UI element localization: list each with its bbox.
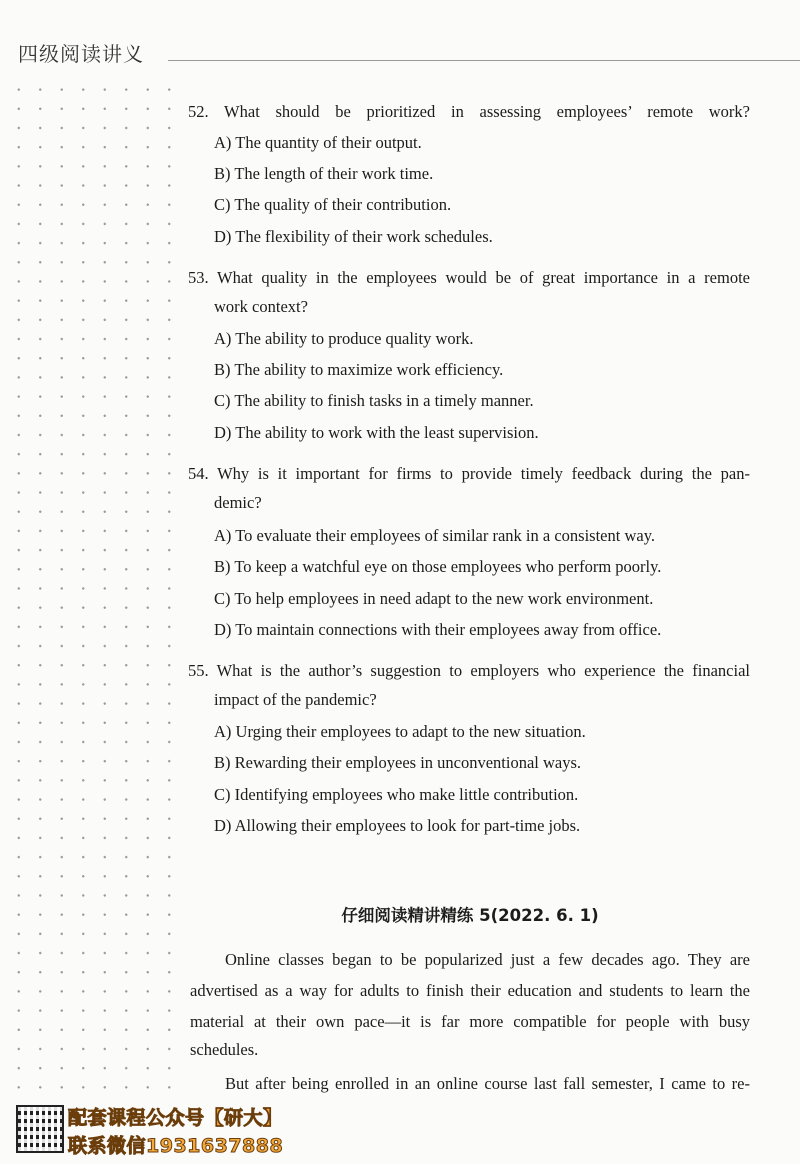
qr-code-icon (18, 1107, 62, 1151)
option-d: D) Allowing their employees to look for part-time jobs. (214, 816, 581, 835)
watermark-line-2: 联系微信1931637888 (68, 1135, 284, 1157)
paragraph-line: advertised as a way for adults to finish their education and students to learn the (190, 981, 750, 1000)
option-b: B) The ability to maximize work efficiency. (214, 360, 504, 379)
dotted-margin (8, 80, 176, 1090)
option-a: A) The quantity of their output. (214, 133, 422, 152)
watermark-line-1: 配套课程公众号【研大】 (68, 1107, 283, 1129)
paragraph-line: material at their own pace—it is far more compatible for people with busy (190, 1012, 750, 1031)
option-d: D) The ability to work with the least supervision. (214, 423, 539, 442)
paragraph-line: Online classes began to be popularized just a few decades ago. They are (225, 950, 750, 969)
paragraph-line: schedules. (190, 1040, 259, 1059)
option-d: D) The flexibility of their work schedules. (214, 227, 493, 246)
section-title: 仔细阅读精讲精练 5(2022. 6. 1) (341, 906, 599, 925)
option-d: D) To maintain connections with their employees away from office. (214, 620, 662, 639)
header-title: 四级阅读讲义 (18, 42, 144, 66)
option-a: A) Urging their employees to adapt to the new situation. (214, 722, 586, 741)
question-stem-cont: impact of the pandemic? (214, 690, 377, 709)
question-stem: 54. Why is it important for firms to provide timely feedback during the pan- (188, 464, 750, 483)
question-stem-cont: demic? (214, 493, 262, 512)
option-a: A) The ability to produce quality work. (214, 329, 474, 348)
option-a: A) To evaluate their employees of similar rank in a consistent way. (214, 526, 656, 545)
watermark (18, 1103, 318, 1159)
option-c: C) To help employees in need adapt to the new work environment. (214, 589, 654, 608)
question-stem-cont: work context? (214, 297, 308, 316)
header-rule (168, 60, 800, 61)
option-c: C) The quality of their contribution. (214, 195, 452, 214)
option-c: C) Identifying employees who make little contribution. (214, 785, 579, 804)
option-c: C) The ability to finish tasks in a timely manner. (214, 391, 534, 410)
option-b: B) To keep a watchful eye on those employees who perform poorly. (214, 557, 662, 576)
option-b: B) The length of their work time. (214, 164, 434, 183)
paragraph-line: But after being enrolled in an online course last fall semester, I came to re- (225, 1074, 750, 1093)
option-b: B) Rewarding their employees in unconventional ways. (214, 753, 582, 772)
question-stem: 53. What quality in the employees would be of great importance in a remote (188, 268, 750, 287)
question-stem: 55. What is the author’s suggestion to employers who experience the financial (188, 661, 750, 680)
question-stem: 52. What should be prioritized in assessing employees’ remote work? (188, 102, 750, 121)
